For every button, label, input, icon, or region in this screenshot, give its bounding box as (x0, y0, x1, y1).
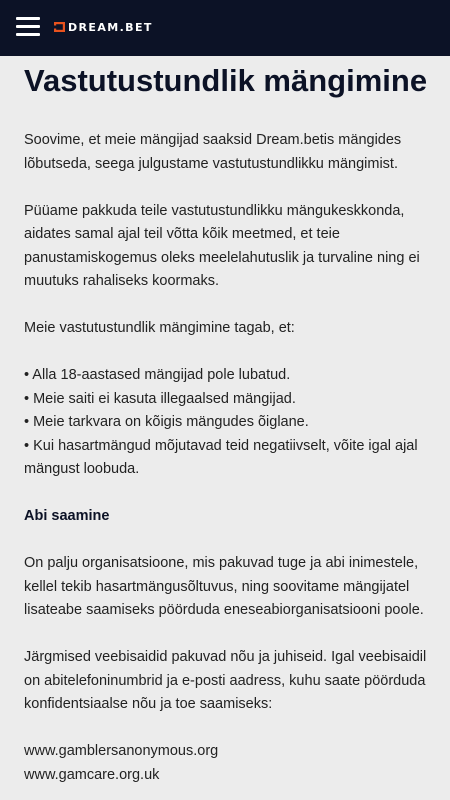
bullet-item: • Kui hasartmängud mõjutavad teid negatiivselt, võite igal ajal (24, 437, 418, 454)
environment-paragraph-line: Püüame pakkuda teile vastutustundlikku mängukeskkonda, (24, 202, 405, 219)
environment-paragraph-line: panustamiskogemus oleks meelelahutuslik ja turvaline ning ei (24, 249, 420, 266)
environment-paragraph-line: aidates samal ajal teil võtta kõik meetmed, et teie (24, 226, 340, 242)
help-heading: Abi saamine (24, 508, 110, 524)
guarantee-intro: Meie vastutustundlik mängimine tagab, et: (24, 320, 295, 336)
help-paragraph-line: lisateabe saamiseks pöörduda eneseabiorganisatsiooni poole. (24, 602, 424, 618)
hamburger-menu-icon[interactable] (16, 17, 40, 37)
page-title: Vastutustundlik mängimine (24, 63, 428, 98)
environment-paragraph-line: muutuks rahaliseks koormaks. (24, 273, 220, 289)
bullet-item: • Alla 18-aastased mängijad pole lubatud. (24, 367, 291, 383)
sites-paragraph-line: Järgmised veebisaidid pakuvad nõu ja juhiseid. Igal veebisaidil (24, 649, 427, 665)
bullet-item: • Meie tarkvara on kõigis mängudes õiglane. (24, 414, 309, 430)
intro-line: lõbutseda, seega julgustame vastutustundlikku mängimist. (24, 155, 398, 172)
gamblers-anonymous-link[interactable]: www.gamblersanonymous.org (24, 743, 219, 759)
help-paragraph-line: kellel tekib hasartmängusõltuvus, ning soovitame mängijatel (24, 578, 410, 595)
logo-text: DREAM.BET (68, 20, 153, 34)
sites-paragraph-line: on abitelefoninumbrid ja e-posti aadress, kuhu saate pöörduda (24, 672, 426, 689)
top-navigation-bar (0, 0, 450, 56)
logo-mark-icon (54, 22, 66, 32)
help-paragraph-line: On palju organisatsioone, mis pakuvad tuge ja abi inimestele, (24, 555, 419, 571)
bullet-item: • Meie saiti ei kasuta illegaalsed mängijad. (24, 390, 296, 407)
bullet-item-continuation: mängust loobuda. (24, 461, 140, 477)
main-content (24, 56, 426, 787)
intro-line: Soovime, et meie mängijad saaksid Dream.betis mängides (24, 132, 402, 148)
gamcare-link[interactable]: www.gamcare.org.uk (24, 766, 160, 783)
dreambet-logo[interactable] (54, 15, 153, 39)
sites-paragraph-line: konfidentsiaalse nõu ja toe saamiseks: (24, 696, 273, 712)
